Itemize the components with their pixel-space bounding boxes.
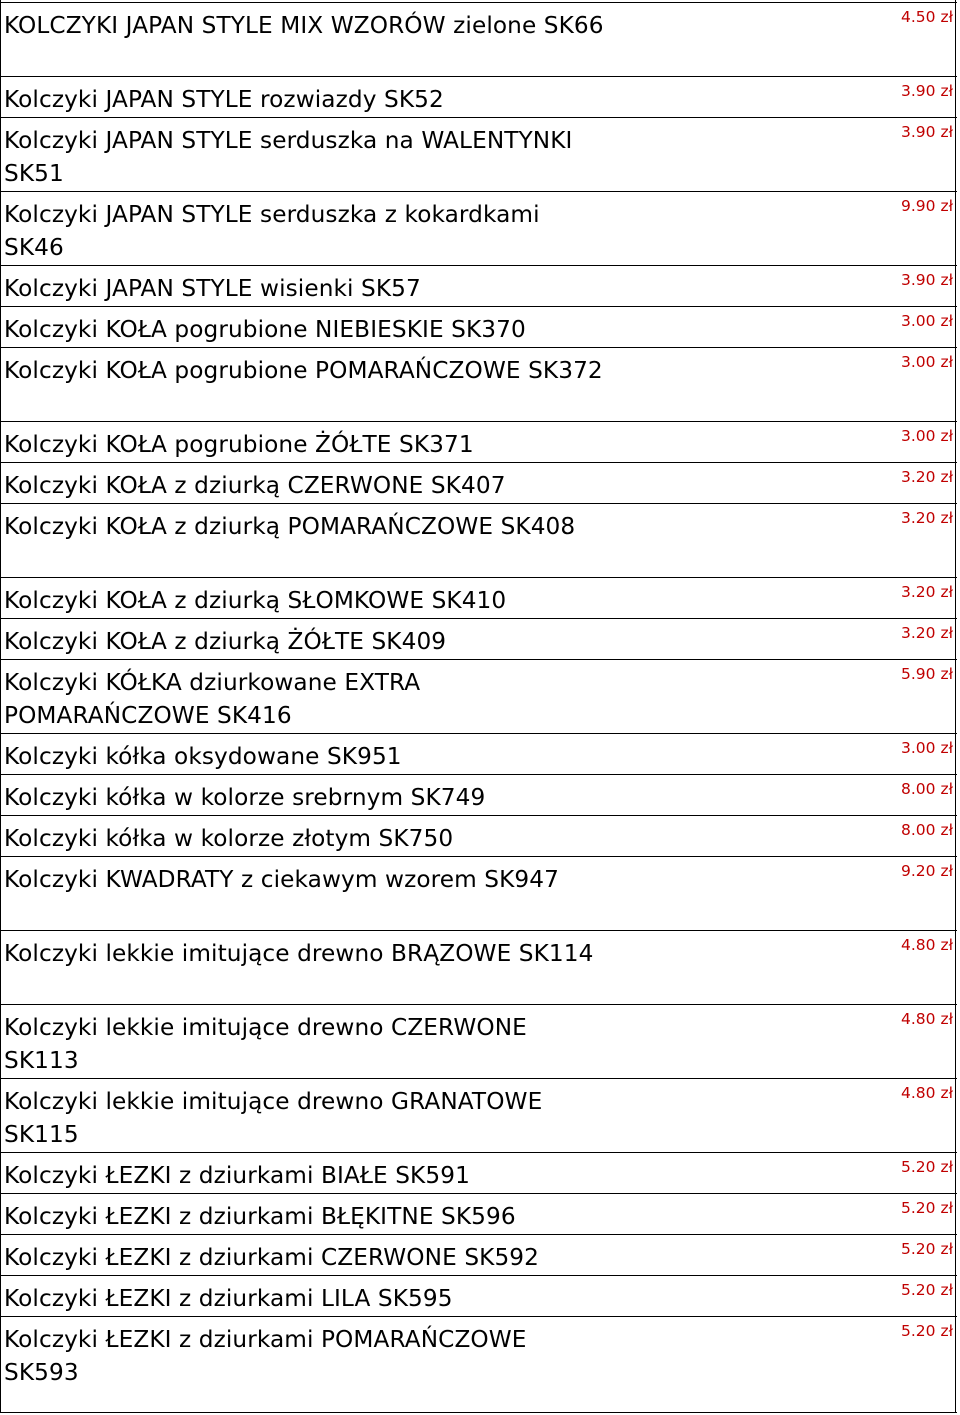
product-price: 9.20 zł	[901, 862, 953, 880]
product-row	[1, 306, 957, 347]
product-price: 8.00 zł	[901, 821, 953, 839]
product-price: 3.20 zł	[901, 468, 953, 486]
product-price: 3.00 zł	[901, 312, 953, 330]
product-price: 3.20 zł	[901, 509, 953, 527]
product-price: 3.20 zł	[901, 583, 953, 601]
product-name: Kolczyki JAPAN STYLE serduszka na WALENTYNKI SK51	[4, 127, 573, 187]
product-row	[1, 1275, 957, 1316]
product-row	[1, 659, 957, 733]
product-name: Kolczyki lekkie imitujące drewno BRĄZOWE SK114	[4, 940, 594, 967]
product-price: 3.00 zł	[901, 427, 953, 445]
product-name: Kolczyki KOŁA z dziurką CZERWONE SK407	[4, 472, 506, 499]
product-price: 5.20 zł	[901, 1158, 953, 1176]
product-price: 4.80 zł	[901, 1084, 953, 1102]
product-row	[1, 856, 957, 930]
product-row	[1, 1316, 957, 1412]
product-row	[1, 815, 957, 856]
product-price: 3.90 zł	[901, 271, 953, 289]
product-row	[1, 774, 957, 815]
product-price: 5.90 zł	[901, 665, 953, 683]
product-row	[1, 1193, 957, 1234]
product-price: 5.20 zł	[901, 1199, 953, 1217]
product-name: Kolczyki kółka w kolorze złotym SK750	[4, 825, 454, 852]
product-row	[1, 265, 957, 306]
product-row	[1, 462, 957, 503]
product-name: Kolczyki KWADRATY z ciekawym wzorem SK947	[4, 866, 559, 893]
product-name: Kolczyki JAPAN STYLE rozwiazdy SK52	[4, 86, 444, 113]
product-price: 4.80 zł	[901, 936, 953, 954]
product-price: 3.00 zł	[901, 739, 953, 757]
product-name: Kolczyki JAPAN STYLE wisienki SK57	[4, 275, 421, 302]
product-row	[1, 421, 957, 462]
product-row	[1, 76, 957, 117]
product-price: 5.20 zł	[901, 1322, 953, 1340]
product-row	[1, 1004, 957, 1078]
product-row	[1, 1152, 957, 1193]
product-name: Kolczyki KOŁA z dziurką ŻÓŁTE SK409	[4, 628, 447, 655]
product-price: 3.90 zł	[901, 82, 953, 100]
product-row	[1, 577, 957, 618]
product-price: 4.50 zł	[901, 8, 953, 26]
product-row	[1, 2, 957, 76]
product-name: Kolczyki lekkie imitujące drewno CZERWONE SK113	[4, 1014, 527, 1074]
product-name: Kolczyki KOŁA z dziurką SŁOMKOWE SK410	[4, 587, 507, 614]
product-row	[1, 191, 957, 265]
product-name: Kolczyki KOŁA pogrubione POMARAŃCZOWE SK372	[4, 357, 603, 384]
product-name: Kolczyki KOŁA z dziurką POMARAŃCZOWE SK408	[4, 513, 576, 540]
product-name: Kolczyki ŁEZKI z dziurkami BŁĘKITNE SK596	[4, 1203, 516, 1230]
product-name: KOLCZYKI JAPAN STYLE MIX WZORÓW zielone SK66	[4, 12, 604, 39]
product-row	[1, 1234, 957, 1275]
product-name: Kolczyki kółka oksydowane SK951	[4, 743, 402, 770]
product-price: 3.90 zł	[901, 123, 953, 141]
product-name: Kolczyki kółka w kolorze srebrnym SK749	[4, 784, 486, 811]
product-name: Kolczyki JAPAN STYLE serduszka z kokardkami SK46	[4, 201, 540, 261]
product-row	[1, 1078, 957, 1152]
product-row	[1, 733, 957, 774]
product-name: Kolczyki KOŁA pogrubione NIEBIESKIE SK370	[4, 316, 526, 343]
product-row	[1, 117, 957, 191]
product-name: Kolczyki KÓŁKA dziurkowane EXTRA POMARAŃCZOWE SK416	[4, 669, 421, 729]
product-price: 4.80 zł	[901, 1010, 953, 1028]
product-row	[1, 618, 957, 659]
product-name: Kolczyki lekkie imitujące drewno GRANATOWE SK115	[4, 1088, 543, 1148]
product-name: Kolczyki ŁEZKI z dziurkami BIAŁE SK591	[4, 1162, 470, 1189]
product-price: 5.20 zł	[901, 1281, 953, 1299]
product-price: 9.90 zł	[901, 197, 953, 215]
product-price: 3.20 zł	[901, 624, 953, 642]
product-price: 3.00 zł	[901, 353, 953, 371]
product-name: Kolczyki KOŁA pogrubione ŻÓŁTE SK371	[4, 431, 474, 458]
product-row	[1, 503, 957, 577]
product-price: 5.20 zł	[901, 1240, 953, 1258]
product-name: Kolczyki ŁEZKI z dziurkami POMARAŃCZOWE SK593	[4, 1326, 527, 1386]
product-row	[1, 930, 957, 1004]
table-bottom-rule	[1, 1412, 957, 1413]
product-row	[1, 347, 957, 421]
product-price: 8.00 zł	[901, 780, 953, 798]
product-name: Kolczyki ŁEZKI z dziurkami LILA SK595	[4, 1285, 453, 1312]
product-name: Kolczyki ŁEZKI z dziurkami CZERWONE SK592	[4, 1244, 539, 1271]
